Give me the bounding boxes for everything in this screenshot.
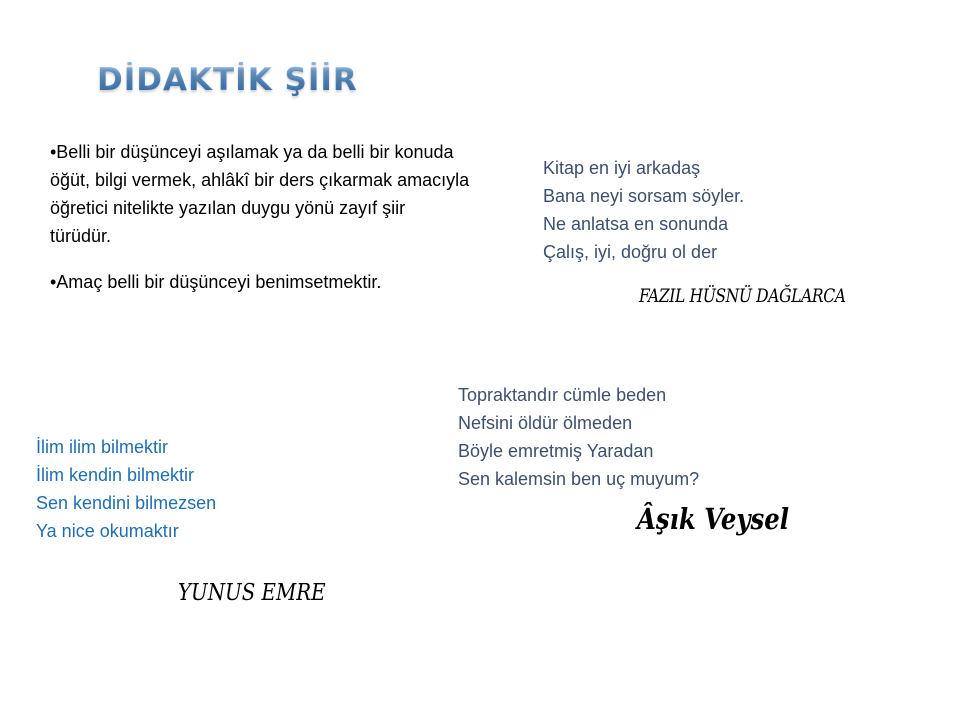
poem-line: Ya nice okumaktır bbox=[36, 521, 179, 541]
poem-kitap bbox=[543, 154, 744, 266]
author-yunus-emre: YUNUS EMRE bbox=[178, 580, 326, 606]
poem-line: Kitap en iyi arkadaş bbox=[543, 158, 701, 178]
poem-line: İlim kendin bilmektir bbox=[36, 465, 195, 485]
poem-line: Nefsini öldür ölmeden bbox=[458, 413, 633, 433]
poem-line: Bana neyi sorsam söyler. bbox=[543, 186, 745, 206]
poem-toprak bbox=[458, 381, 699, 493]
poem-line: Çalış, iyi, doğru ol der bbox=[543, 242, 718, 262]
slide-title: DİDAKTİK ŞİİR bbox=[97, 62, 358, 98]
poem-ilim bbox=[36, 433, 216, 545]
author-daglarca: FAZIL HÜSNÜ DAĞLARCA bbox=[639, 285, 846, 307]
poem-line: Sen kalemsin ben uç muyum? bbox=[458, 469, 700, 489]
poem-line: Topraktandır cümle beden bbox=[458, 385, 667, 405]
poem-line: Böyle emretmiş Yaradan bbox=[458, 441, 654, 461]
poem-line: Sen kendini bilmezsen bbox=[36, 493, 217, 513]
poem-line: Ne anlatsa en sonunda bbox=[543, 214, 729, 234]
definition-bullets bbox=[50, 138, 470, 314]
bullet-definition: •Belli bir düşünceyi aşılamak ya da belli bir konuda öğüt, bilgi vermek, ahlâkî bir ders çıkarmak amacıyla öğretici nitelikte yazılan duygu yönü zayıf şiir türüdür. bbox=[50, 142, 470, 246]
bullet-purpose: •Amaç belli bir düşünceyi benimsetmektir. bbox=[50, 272, 382, 292]
poem-line: İlim ilim bilmektir bbox=[36, 437, 168, 457]
author-veysel: Âşık Veysel bbox=[637, 502, 790, 536]
